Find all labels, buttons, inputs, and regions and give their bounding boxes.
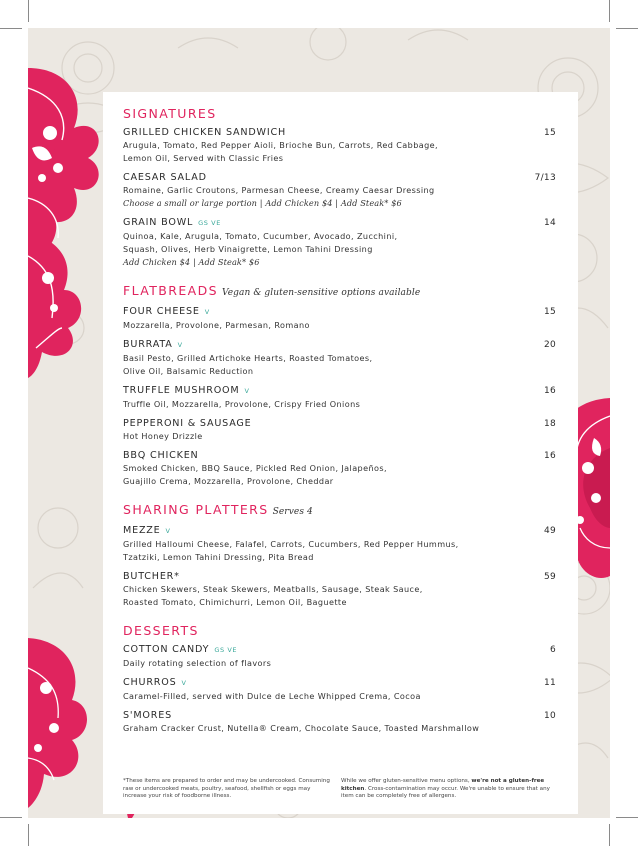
menu-item	[123, 449, 556, 488]
item-name	[123, 384, 250, 398]
crop-mark	[28, 0, 29, 22]
item-price: 15	[543, 307, 556, 317]
menu-item	[123, 676, 556, 703]
menu-item	[123, 338, 556, 378]
red-peony-left-bottom	[28, 638, 87, 808]
crop-mark	[616, 28, 638, 29]
allergen-text: . Cross-contamination may occur. We're unable to ensure that any item can be completely free of allergens.	[341, 785, 550, 800]
dietary-tag: GS VE	[198, 219, 221, 227]
menu-item	[123, 384, 556, 411]
item-description: Roasted Tomato, Chimichurri, Lemon Oil, Baguette	[123, 597, 347, 607]
item-description: Lemon Oil, Served with Classic Fries	[123, 153, 284, 163]
menu-item	[123, 417, 556, 443]
item-name-text: TRUFFLE MUSHROOM	[123, 385, 240, 396]
item-name-text: CHURROS	[123, 677, 177, 688]
menu-item	[123, 643, 556, 670]
item-name	[123, 305, 210, 319]
item-price: 16	[543, 386, 556, 396]
allergen-disclaimer	[341, 778, 563, 801]
item-price: 6	[549, 645, 556, 655]
item-note: Choose a small or large portion | Add Chicken $4 | Add Steak* $6	[123, 198, 402, 208]
menu-item	[123, 126, 556, 165]
section-note: Vegan & gluten-sensitive options available	[221, 288, 421, 298]
menu-item	[123, 709, 556, 735]
item-name	[123, 676, 187, 690]
menu-item	[123, 570, 556, 609]
item-price: 49	[543, 526, 556, 536]
section-title-text: FLATBREADS	[123, 283, 218, 298]
menu-content	[123, 106, 556, 749]
dietary-tag: V	[177, 341, 183, 349]
item-name-text: COTTON CANDY	[123, 644, 210, 655]
item-price: 14	[543, 218, 556, 228]
item-price: 16	[543, 451, 556, 461]
section-note: Serves 4	[272, 507, 313, 517]
section-title: DESSERTS	[123, 623, 199, 638]
item-name: S'MORES	[123, 710, 172, 721]
menu-card	[103, 92, 578, 814]
menu-sheet	[28, 28, 610, 818]
item-name: CAESAR SALAD	[123, 172, 207, 183]
item-price: 15	[543, 128, 556, 138]
dietary-tag: V	[244, 387, 250, 395]
item-description: Mozzarella, Provolone, Parmesan, Romano	[123, 320, 310, 330]
section-title: SIGNATURES	[123, 106, 217, 121]
crop-mark	[609, 0, 610, 22]
item-description: Graham Cracker Crust, Nutella® Cream, Chocolate Sauce, Toasted Marshmallow	[123, 723, 480, 733]
menu-item	[123, 216, 556, 269]
crop-mark	[609, 824, 610, 846]
item-description: Olive Oil, Balsamic Reduction	[123, 366, 254, 376]
item-name	[123, 643, 237, 657]
item-description: Arugula, Tomato, Red Pepper Aioli, Brioche Bun, Carrots, Red Cabbage,	[123, 140, 438, 150]
dietary-tag: GS VE	[214, 646, 238, 654]
section-title-text: SHARING PLATTERS	[123, 502, 269, 517]
item-description: Guajillo Crema, Mozzarella, Provolone, Cheddar	[123, 476, 334, 486]
item-name: PEPPERONI & SAUSAGE	[123, 418, 252, 429]
crop-mark	[616, 817, 638, 818]
dietary-tag: V	[165, 527, 171, 535]
allergen-emphasis: we're not a gluten-free kitchen	[341, 778, 545, 792]
item-price: 20	[543, 340, 556, 350]
item-description: Quinoa, Kale, Arugula, Tomato, Cucumber, Avocado, Zucchini,	[123, 231, 398, 241]
crop-mark	[28, 824, 29, 846]
item-description: Hot Honey Drizzle	[123, 431, 203, 441]
item-description: Smoked Chicken, BBQ Sauce, Pickled Red Onion, Jalapeños,	[123, 463, 387, 473]
item-note: Add Chicken $4 | Add Steak* $6	[123, 257, 260, 267]
item-description: Romaine, Garlic Croutons, Parmesan Cheese, Creamy Caesar Dressing	[123, 185, 435, 195]
dietary-tag: V	[204, 308, 210, 316]
item-name: BUTCHER*	[123, 571, 180, 582]
item-price: 10	[543, 711, 556, 721]
item-description: Daily rotating selection of flavors	[123, 658, 272, 668]
item-name-text: BURRATA	[123, 339, 173, 350]
item-name	[123, 216, 221, 230]
section-title	[123, 502, 556, 520]
crop-mark	[0, 817, 22, 818]
section-desserts	[123, 623, 556, 735]
section-title	[123, 283, 556, 301]
menu-item	[123, 524, 556, 564]
crop-mark	[0, 28, 22, 29]
item-name	[123, 524, 171, 538]
item-description: Tzatziki, Lemon Tahini Dressing, Pita Bread	[123, 552, 314, 562]
dietary-tag: V	[181, 679, 187, 687]
item-description: Squash, Olives, Herb Vinaigrette, Lemon Tahini Dressing	[123, 244, 373, 254]
red-peony-left-top	[28, 68, 99, 378]
section-signatures	[123, 106, 556, 269]
item-name: GRILLED CHICKEN SANDWICH	[123, 127, 286, 138]
raw-food-disclaimer: *These items are prepared to order and may be undercooked. Consuming raw or undercooked meats, poultry, seafood, shellfish or eggs may increase your risk of foodborne illness.	[123, 778, 330, 800]
item-price: 7/13	[534, 173, 556, 183]
item-description: Truffle Oil, Mozzarella, Provolone, Crispy Fried Onions	[123, 399, 361, 409]
item-name	[123, 338, 183, 352]
section-sharing-platters	[123, 502, 556, 609]
item-description: Chicken Skewers, Steak Skewers, Meatballs, Sausage, Steak Sauce,	[123, 584, 423, 594]
menu-item	[123, 171, 556, 210]
item-description: Basil Pesto, Grilled Artichoke Hearts, Roasted Tomatoes,	[123, 353, 373, 363]
item-price: 59	[543, 572, 556, 582]
item-name-text: MEZZE	[123, 525, 161, 536]
item-name: BBQ CHICKEN	[123, 450, 199, 461]
item-name-text: GRAIN BOWL	[123, 217, 194, 228]
item-price: 18	[543, 419, 556, 429]
allergen-text: While we offer gluten-sensitive menu options,	[341, 778, 472, 784]
item-name-text: FOUR CHEESE	[123, 306, 200, 317]
item-price: 11	[543, 678, 556, 688]
item-description: Grilled Halloumi Cheese, Falafel, Carrots, Cucumbers, Red Pepper Hummus,	[123, 539, 459, 549]
item-description: Caramel-Filled, served with Dulce de Leche Whipped Crema, Cocoa	[123, 691, 421, 701]
section-flatbreads	[123, 283, 556, 488]
menu-item	[123, 305, 556, 332]
